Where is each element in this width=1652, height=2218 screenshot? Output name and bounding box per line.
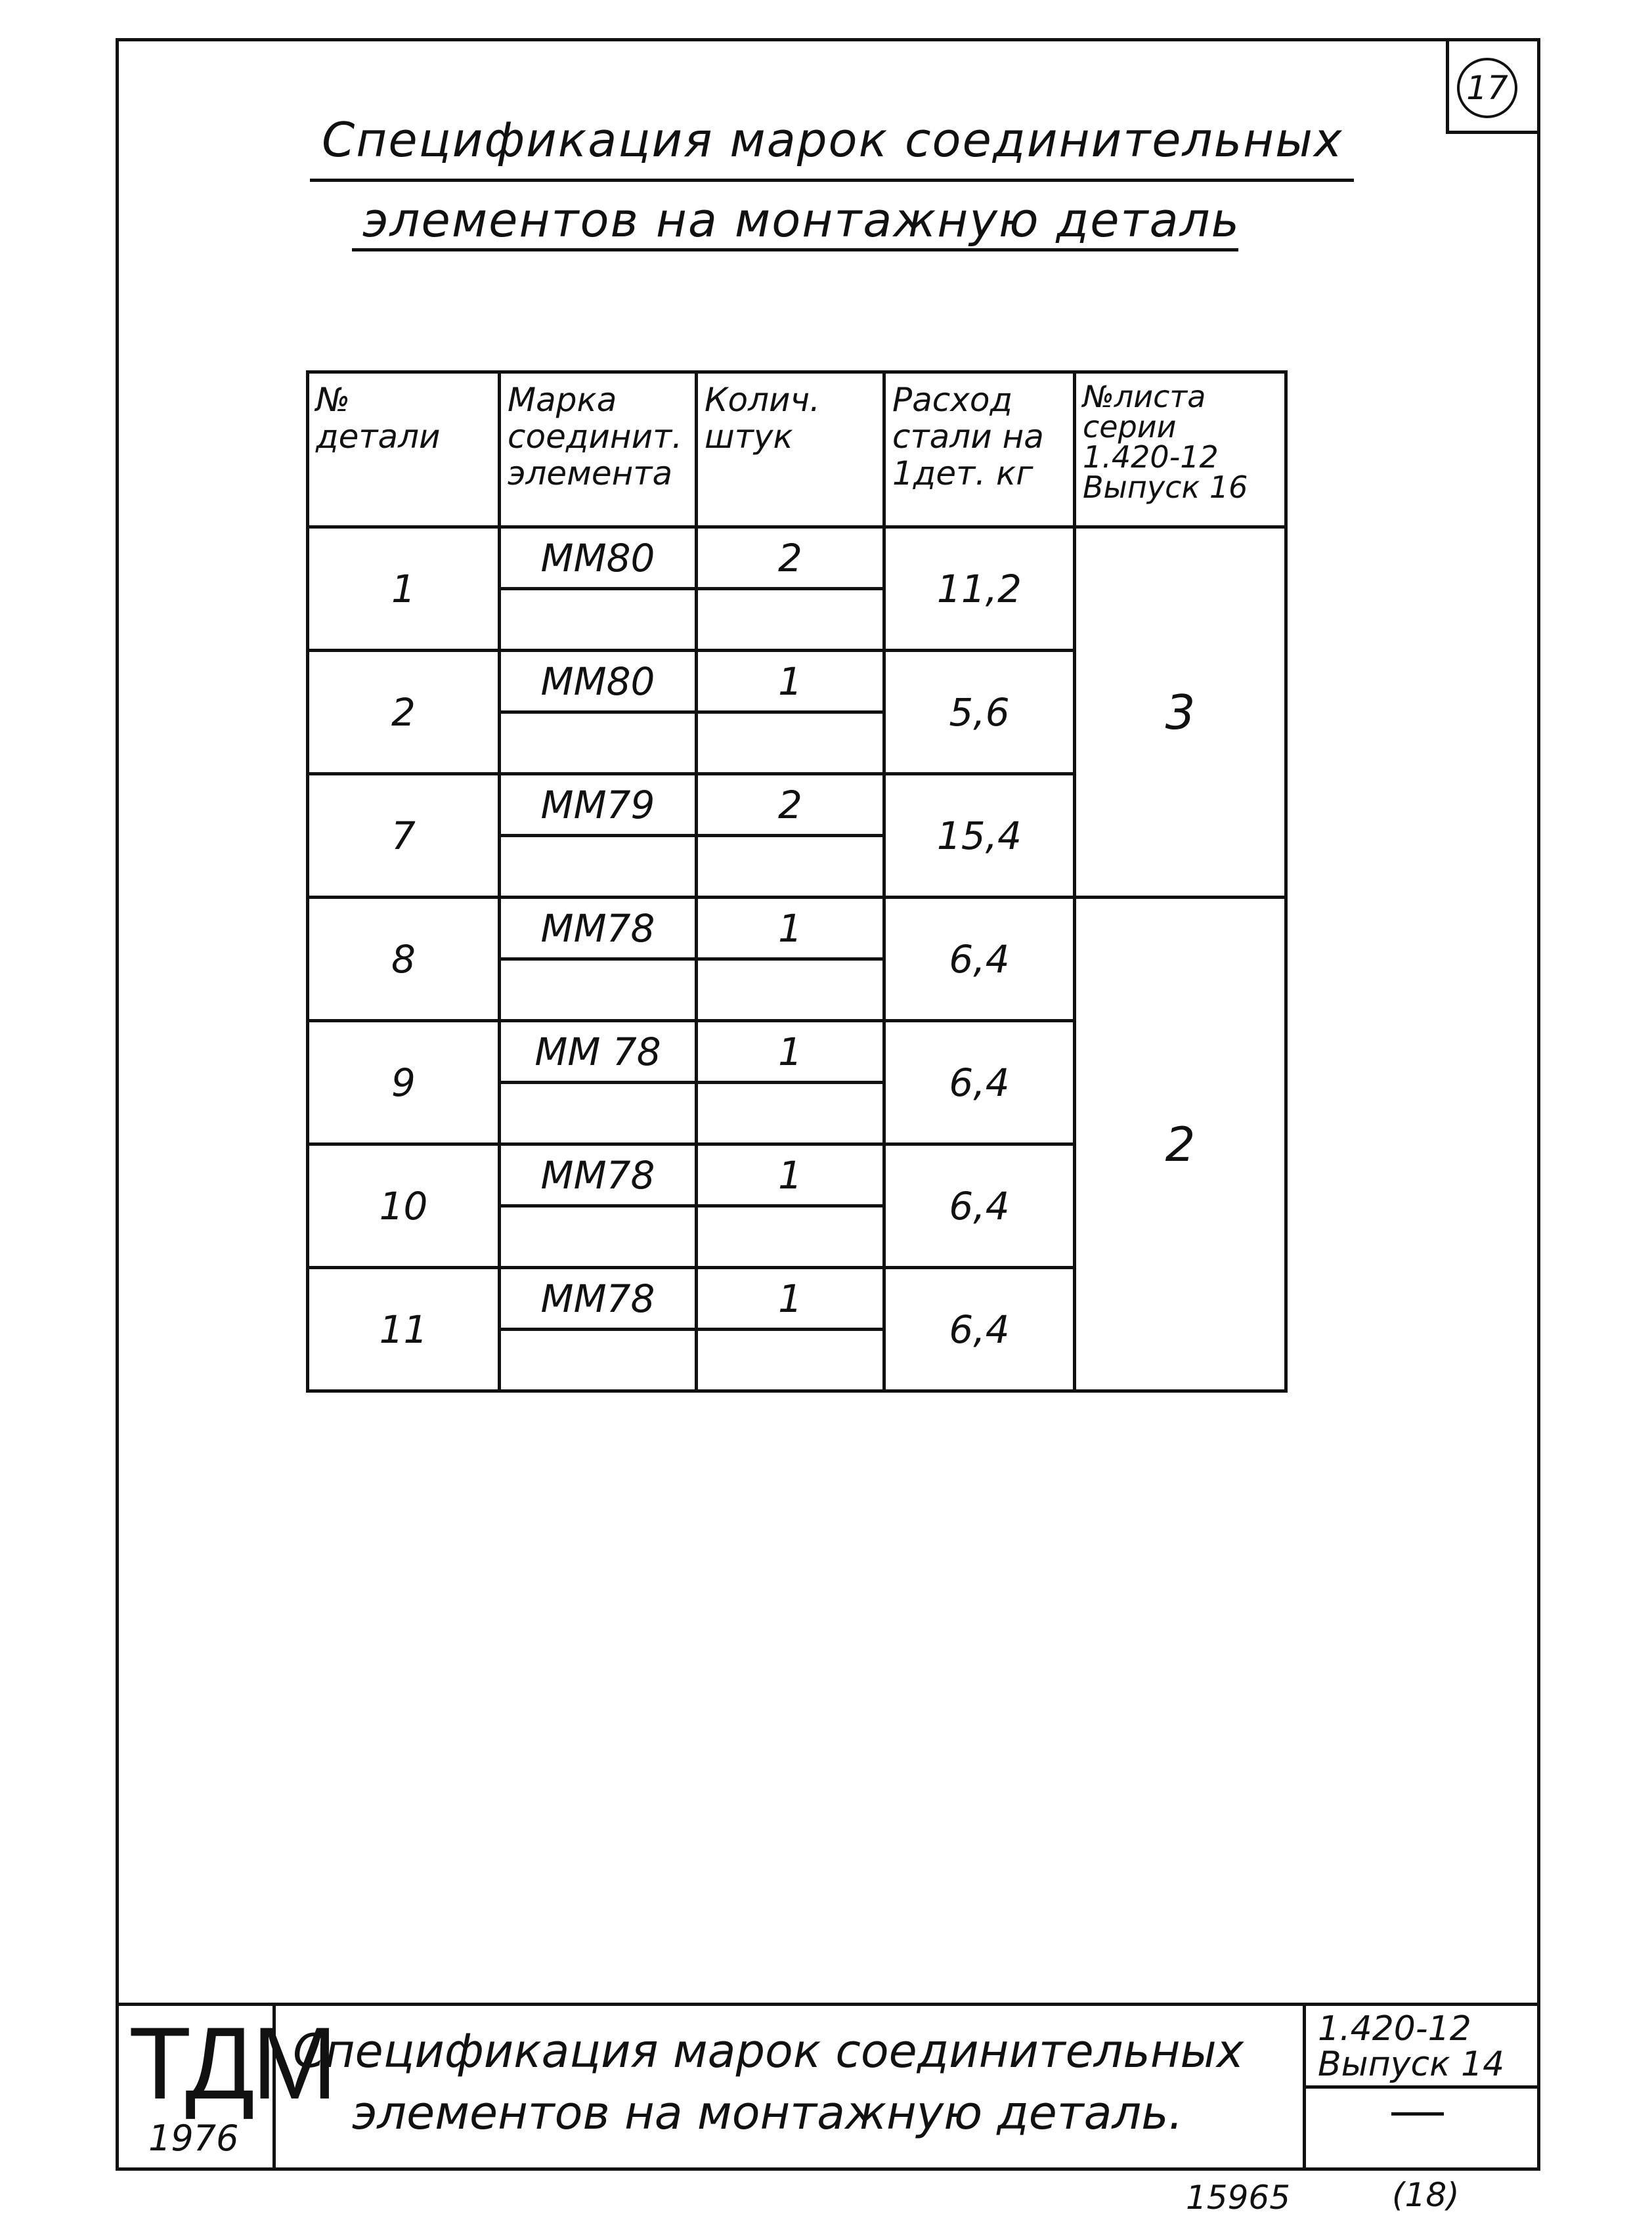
description-line-2: элементов на монтажную деталь. (352, 2086, 1183, 2140)
mark-cell-empty (500, 959, 697, 1021)
title-line-1: Спецификация марок соединительных (322, 112, 1343, 167)
steel-cell: 15,4 (884, 774, 1075, 898)
title-block-description (293, 2020, 1409, 2144)
detail-number: 1 (308, 527, 500, 651)
quantity-cell: 1 (697, 1268, 884, 1330)
page-number: 17 (1457, 58, 1517, 118)
table-header-row (308, 372, 1286, 527)
mark-cell: ММ78 (500, 1268, 697, 1330)
quantity-cell-empty (697, 836, 884, 898)
sheet-group-cell: 2 (1075, 898, 1286, 1391)
quantity-cell: 2 (697, 527, 884, 589)
header-detail-no: № детали (308, 372, 500, 527)
mark-cell: ММ80 (500, 527, 697, 589)
year: 1976 (148, 2118, 239, 2159)
steel-cell: 6,4 (884, 898, 1075, 1021)
steel-cell: 6,4 (884, 1268, 1075, 1391)
header-sheet-no: №листа серии 1.420-12 Выпуск 16 (1075, 372, 1286, 527)
quantity-cell: 1 (697, 1144, 884, 1206)
steel-cell: 6,4 (884, 1021, 1075, 1144)
quantity-cell-empty (697, 1206, 884, 1268)
series-info (1306, 2006, 1540, 2089)
description-line-1: Спецификация марок соединительных (293, 2024, 1244, 2078)
table-row (308, 898, 1286, 959)
title-underline-1 (310, 179, 1354, 182)
series-code: 1.420-12 (1318, 2009, 1471, 2049)
quantity-cell-empty (697, 959, 884, 1021)
quantity-cell-empty (697, 589, 884, 651)
issue-number: Выпуск 14 (1318, 2045, 1505, 2084)
mark-cell: ММ80 (500, 651, 697, 712)
title-line-2: элементов на монтажную деталь (362, 192, 1241, 248)
sheet-dash (1391, 2112, 1444, 2116)
table-row (308, 527, 1286, 589)
quantity-cell: 1 (697, 1021, 884, 1083)
detail-number: 8 (308, 898, 500, 1021)
detail-number: 2 (308, 651, 500, 774)
mark-cell: ММ79 (500, 774, 697, 836)
detail-number: 10 (308, 1144, 500, 1268)
quantity-cell: 2 (697, 774, 884, 836)
header-mark: Марка соединит. элемента (500, 372, 697, 527)
mark-cell: ММ78 (500, 1144, 697, 1206)
footer-sheet: (18) (1392, 2176, 1460, 2214)
mark-cell: ММ 78 (500, 1021, 697, 1083)
mark-cell-empty (500, 836, 697, 898)
quantity-cell-empty (697, 712, 884, 774)
title-block-org (116, 2006, 335, 2171)
title-block-series (1303, 2006, 1540, 2171)
spec-table (306, 370, 1288, 1393)
quantity-cell: 1 (697, 651, 884, 712)
title-underline-2 (352, 248, 1238, 251)
mark-cell-empty (500, 1206, 697, 1268)
steel-cell: 5,6 (884, 651, 1075, 774)
org-logo: ТДМ (129, 2007, 335, 2121)
detail-number: 9 (308, 1021, 500, 1144)
mark-cell: ММ78 (500, 898, 697, 959)
steel-cell: 11,2 (884, 527, 1075, 651)
steel-cell: 6,4 (884, 1144, 1075, 1268)
mark-cell-empty (500, 589, 697, 651)
quantity-cell-empty (697, 1330, 884, 1391)
mark-cell-empty (500, 1083, 697, 1144)
sheet-group-cell: 3 (1075, 527, 1286, 898)
detail-number: 11 (308, 1268, 500, 1391)
header-quantity: Колич. штук (697, 372, 884, 527)
mark-cell-empty (500, 1330, 697, 1391)
title-block (116, 2003, 1540, 2171)
detail-number: 7 (308, 774, 500, 898)
quantity-cell: 1 (697, 898, 884, 959)
mark-cell-empty (500, 712, 697, 774)
quantity-cell-empty (697, 1083, 884, 1144)
header-steel-use: Расход стали на 1дет. кг (884, 372, 1075, 527)
footer-code: 15965 (1186, 2179, 1291, 2217)
